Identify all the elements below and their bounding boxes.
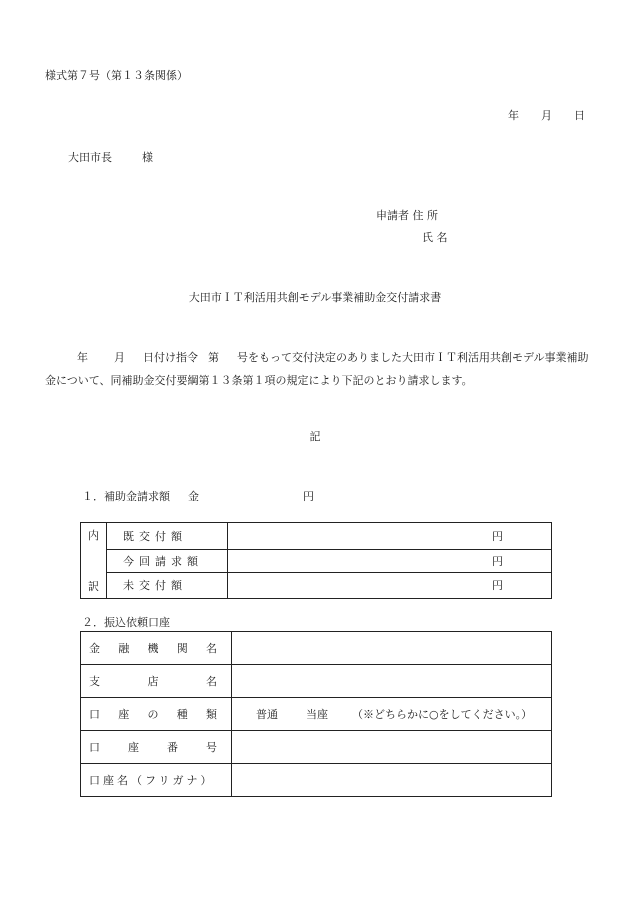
addressee	[68, 149, 153, 165]
applicant-name-label: 氏 名	[422, 231, 448, 244]
label-char: 名	[206, 675, 217, 688]
form-number: 様式第７号（第１３条関係）	[45, 69, 188, 82]
bank-account-table	[80, 631, 552, 797]
account-type-label	[81, 698, 232, 731]
account-type-field	[232, 698, 552, 731]
body-shirei: 日付け指令	[143, 351, 198, 364]
table-row	[81, 764, 552, 797]
breakdown-label: 既交付額	[107, 523, 228, 550]
bank-name-field[interactable]	[232, 632, 552, 665]
table-row	[81, 572, 552, 599]
label-char: 号	[206, 741, 217, 754]
account-number-label	[81, 731, 232, 764]
ki-marker: 記	[309, 430, 321, 443]
addressee-name: 大田市長	[68, 151, 112, 164]
addressee-honorific: 様	[142, 151, 153, 164]
body-month: 月	[114, 351, 125, 364]
label-char: 座	[118, 708, 130, 721]
label-char: 口	[89, 708, 100, 721]
table-row	[81, 665, 552, 698]
document-title: 大田市ＩＴ利活用共創モデル事業補助金交付請求書	[188, 291, 442, 304]
section2-heading: ２．振込依頼口座	[82, 616, 170, 629]
table-row	[81, 523, 552, 550]
table-row	[81, 632, 552, 665]
breakdown-side-top: 内	[81, 523, 107, 550]
label-char: 類	[206, 708, 217, 721]
account-type-note: （※どちらかに○をしてください。）	[352, 708, 533, 721]
breakdown-table	[80, 522, 552, 599]
branch-name-label	[81, 665, 232, 698]
label-char: 口座名（フリガナ）	[89, 774, 215, 787]
label-char: 金	[89, 642, 100, 655]
label-char: 座	[128, 741, 139, 754]
label-char: 口	[89, 741, 100, 754]
bank-name-label	[81, 632, 232, 665]
applicant-address-label: 申請者 住 所	[376, 209, 438, 222]
label-char: の	[147, 708, 159, 721]
breakdown-label: 今回請求額	[107, 549, 228, 572]
breakdown-value[interactable]: 円	[228, 572, 552, 599]
table-row	[81, 549, 552, 572]
breakdown-value[interactable]: 円	[228, 549, 552, 572]
account-type-toza[interactable]: 当座	[306, 708, 328, 721]
label-char: 名	[206, 642, 217, 655]
section1-kin: 金	[188, 490, 199, 503]
breakdown-side-bottom: 訳	[81, 572, 107, 599]
label-char: 機	[147, 642, 159, 655]
account-type-futsu[interactable]: 普通	[256, 708, 278, 721]
table-row	[81, 698, 552, 731]
breakdown-value[interactable]: 円	[228, 523, 552, 550]
body-dai: 第	[208, 351, 219, 364]
label-char: 融	[118, 642, 130, 655]
branch-name-field[interactable]	[232, 665, 552, 698]
account-number-field[interactable]	[232, 731, 552, 764]
section1-yen: 円	[303, 490, 314, 503]
section1-title: １．補助金請求額	[82, 490, 170, 503]
breakdown-label: 未交付額	[107, 572, 228, 599]
date-line	[508, 107, 585, 123]
body-text	[45, 346, 590, 392]
body-year: 年	[77, 351, 88, 364]
date-day: 日	[574, 109, 585, 122]
label-char: 種	[176, 708, 188, 721]
account-holder-label	[81, 764, 232, 797]
breakdown-side-mid	[81, 549, 107, 572]
label-char: 店	[147, 675, 159, 688]
label-char: 支	[89, 675, 100, 688]
account-holder-field[interactable]	[232, 764, 552, 797]
date-year: 年	[508, 109, 519, 122]
label-char: 関	[176, 642, 188, 655]
body-main: 号をもって交付決定のありました大田市ＩＴ利活用共創モデル事業補助金について、同補助金交付要綱第１３条第１項の規定により下記のとおり請求します。	[45, 351, 589, 387]
label-char: 番	[167, 741, 178, 754]
date-month: 月	[541, 109, 552, 122]
section1-heading	[82, 488, 314, 504]
table-row	[81, 731, 552, 764]
